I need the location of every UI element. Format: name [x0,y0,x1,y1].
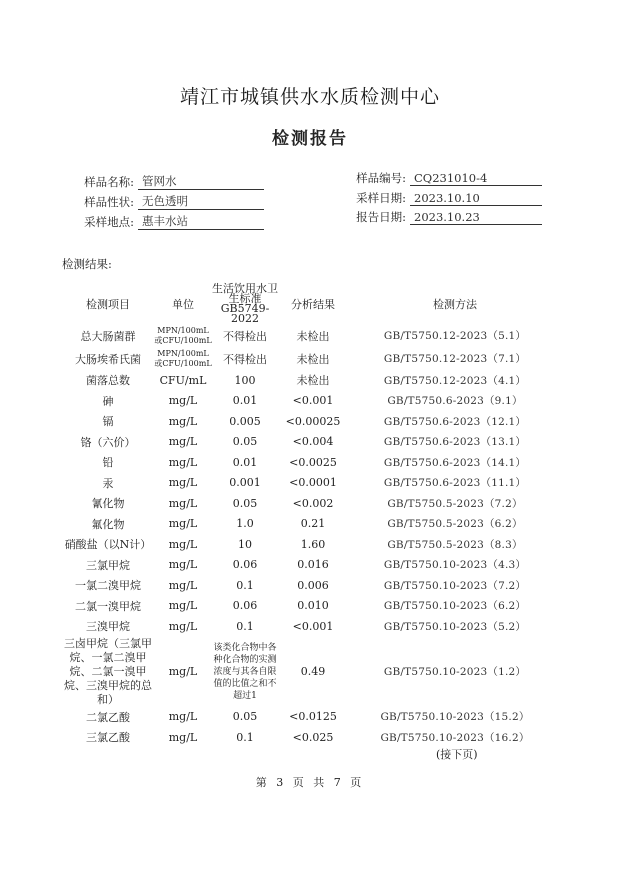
row-unit: mg/L [168,619,198,633]
info-sample-site [62,213,264,230]
header-method: 检测方法 [433,298,477,311]
row-method: GB/T5750.5-2023（8.3） [387,538,523,551]
row-unit: mg/L [168,599,198,613]
row-limit: 0.1 [236,619,254,633]
info-sample-date [334,190,542,206]
row-item: 氰化物 [91,497,125,511]
row-limit: 100 [234,373,256,387]
table-row [62,575,562,596]
row-result: <0.002 [292,496,334,510]
row-item: 镉 [102,415,114,429]
row-item: 大肠埃希氏菌 [75,352,141,366]
row-limit: 该类化合物中各种化合物的实测浓度与其各自限值的比值之和不超过1 [213,642,277,701]
row-limit: 0.05 [232,496,258,510]
row-method: GB/T5750.10-2023（5.2） [383,620,527,633]
sample-state-label: 样品性状: [84,195,134,209]
row-method: GB/T5750.12-2023（7.1） [383,353,527,365]
table-row [62,411,562,432]
row-limit: 0.06 [232,558,258,572]
header-result: 分析结果 [291,298,335,311]
row-limit: 0.005 [229,414,261,428]
row-item: 三卤甲烷（三氯甲烷、一氯二溴甲烷、二氯一溴甲烷、三溴甲烷的总和） [64,636,152,706]
row-result: <0.004 [292,435,334,449]
row-unit: mg/L [168,517,198,531]
row-limit: 0.06 [232,599,258,613]
row-result: <0.001 [292,619,334,633]
table-row [62,727,562,748]
row-item: 硝酸盐（以N计） [64,538,152,552]
row-unit: mg/L [168,578,198,592]
row-item: 总大肠菌群 [80,329,136,343]
row-result: <0.001 [292,394,334,408]
row-unit: mg/L [168,435,198,449]
row-limit: 0.05 [232,435,258,449]
header-item: 检测项目 [86,298,130,311]
row-limit: 0.01 [232,394,258,408]
row-method: GB/T5750.6-2023（14.1） [383,456,527,469]
table-row [62,514,562,535]
row-unit: mg/L [168,537,198,551]
row-method: GB/T5750.10-2023（4.3） [383,559,527,572]
continued-note: (接下页) [436,748,478,761]
row-limit: 0.1 [236,578,254,592]
table-row [62,391,562,412]
row-method: GB/T5750.12-2023（5.1） [383,330,527,342]
info-sample-state [62,193,264,210]
row-result: 0.010 [297,599,329,613]
table-header-row [62,284,562,324]
row-method: GB/T5750.12-2023（4.1） [383,374,527,387]
row-item: 二氯乙酸 [86,710,130,724]
row-limit: 10 [238,537,252,551]
row-method: GB/T5750.5-2023（6.2） [387,518,523,531]
row-result: 0.006 [297,578,329,592]
table-row [62,596,562,617]
row-method: GB/T5750.6-2023（13.1） [383,436,527,449]
sample-no-label: 样品编号: [356,171,406,185]
sample-site-value: 惠丰水站 [138,213,264,230]
row-unit: mg/L [168,558,198,572]
table-row [62,555,562,576]
row-item: 铬（六价） [80,435,136,449]
row-item: 汞 [102,476,114,490]
sample-name-value: 管网水 [138,173,264,190]
row-method: GB/T5750.10-2023（16.2） [380,731,530,744]
table-row [62,347,562,370]
table-row [62,707,562,728]
row-unit: CFU/mL [159,373,207,387]
row-result: <0.0001 [289,476,337,490]
table-row [62,370,562,391]
results-label: 检测结果: [62,257,112,271]
row-method: GB/T5750.6-2023（9.1） [387,395,523,408]
row-item: 三氯甲烷 [86,558,130,572]
page-number: 第 3 页 共 7 页 [255,776,365,789]
row-method: GB/T5750.6-2023（11.1） [383,477,527,490]
row-item: 菌落总数 [86,374,130,388]
row-result: <0.0025 [289,455,337,469]
row-item: 砷 [102,394,114,408]
row-unit: MPN/100mL或CFU/100mL [154,325,212,345]
sample-no-value: CQ231010-4 [410,171,542,186]
table-row [62,324,562,347]
row-limit: 0.01 [232,455,258,469]
row-method: GB/T5750.10-2023（1.2） [383,666,527,678]
header-limit: 生活饮用水卫生标准GB5749-2022 [212,282,278,325]
row-unit: mg/L [168,476,198,490]
table-row [62,534,562,555]
row-limit: 不得检出 [223,329,267,343]
row-unit: mg/L [168,730,198,744]
row-item: 铅 [102,456,114,470]
report-title: 检测报告 [272,129,348,149]
organization-name: 靖江市城镇供水水质检测中心 [179,86,440,108]
results-table [62,284,562,748]
row-limit: 0.1 [236,730,254,744]
row-unit: MPN/100mL或CFU/100mL [154,348,212,368]
row-method: GB/T5750.10-2023（6.2） [383,600,527,613]
report-date-value: 2023.10.23 [410,210,542,225]
row-limit: 1.0 [236,517,254,531]
sample-date-label: 采样日期: [356,191,406,205]
row-method: GB/T5750.10-2023（15.2） [380,711,530,724]
row-unit: mg/L [168,414,198,428]
sample-site-label: 采样地点: [84,215,134,229]
table-row [62,452,562,473]
sample-state-value: 无色透明 [138,193,264,210]
row-unit: mg/L [168,394,198,408]
row-limit: 不得检出 [223,352,267,366]
row-limit: 0.001 [229,476,261,490]
row-limit: 0.05 [232,710,258,724]
row-item: 一氯二溴甲烷 [75,579,141,593]
table-row [62,493,562,514]
row-item: 二氯一溴甲烷 [75,599,141,613]
table-row [62,432,562,453]
table-row [62,637,562,707]
info-report-date [334,209,542,225]
row-method: GB/T5750.5-2023（7.2） [387,497,523,510]
sample-date-value: 2023.10.10 [410,191,542,206]
row-result: <0.0125 [289,710,337,724]
table-row [62,616,562,637]
info-sample-name [62,173,264,190]
row-result: 未检出 [296,352,330,366]
info-sample-no [334,170,542,186]
row-unit: mg/L [168,496,198,510]
header-unit: 单位 [172,298,194,311]
row-result: 1.60 [300,537,326,551]
report-date-label: 报告日期: [356,210,406,224]
sample-name-label: 样品名称: [84,175,134,189]
row-item: 三氯乙酸 [86,731,130,745]
row-method: GB/T5750.6-2023（12.1） [383,415,527,428]
row-result: 未检出 [296,374,330,388]
row-unit: mg/L [168,665,198,678]
row-unit: mg/L [168,455,198,469]
row-result: 0.49 [300,665,326,678]
table-row [62,473,562,494]
row-method: GB/T5750.10-2023（7.2） [383,579,527,592]
row-result: 0.21 [300,517,326,531]
row-item: 三溴甲烷 [86,620,130,634]
row-unit: mg/L [168,710,198,724]
row-item: 氟化物 [91,517,125,531]
row-result: 0.016 [297,558,329,572]
row-result: <0.00025 [285,414,341,428]
row-result: <0.025 [292,730,334,744]
row-result: 未检出 [296,329,330,343]
